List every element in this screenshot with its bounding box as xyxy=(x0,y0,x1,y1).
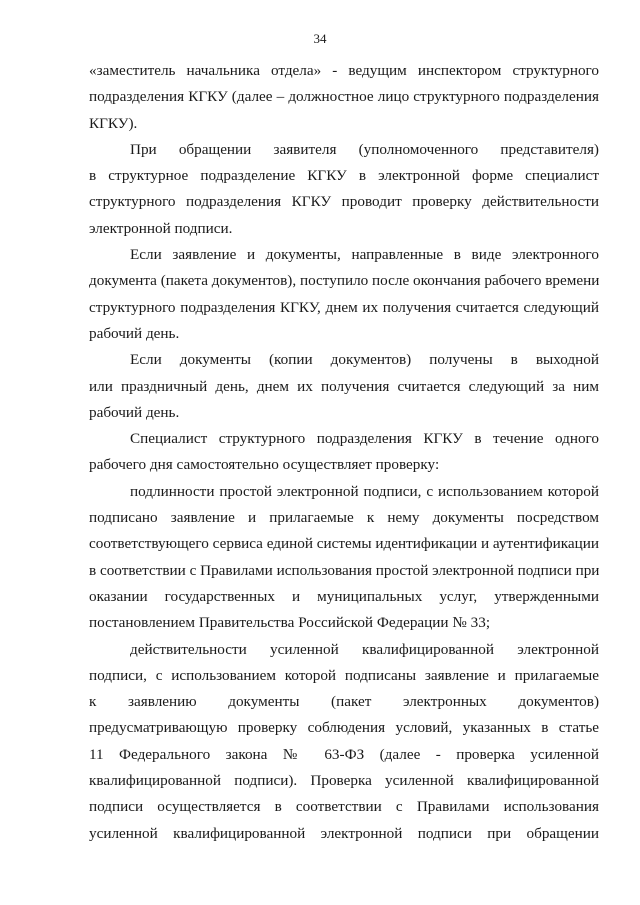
text-line: рабочий день. xyxy=(89,403,180,421)
text-line: подписи осуществляется в соответствии с Правилами использования xyxy=(89,798,599,816)
text-line: Если заявление и документы, направленные в виде электронного xyxy=(130,246,599,264)
paragraph-5 xyxy=(89,426,599,479)
text-line: КГКУ). xyxy=(89,114,138,132)
text-line: рабочего дня самостоятельно осуществляет проверку: xyxy=(89,456,440,474)
text-line: к заявлению документы (пакет электронных документов) xyxy=(89,693,599,711)
text-line: документа (пакета документов), поступило после окончания рабочего времени xyxy=(89,272,600,290)
text-line: или праздничный день, днем их получения считается следующий за ним xyxy=(89,377,599,395)
text-line: рабочий день. xyxy=(89,324,180,342)
page-number: 34 xyxy=(313,31,327,46)
text-line: оказании государственных и муниципальных услуг, утвержденными xyxy=(89,587,599,605)
text-line: электронной подписи. xyxy=(89,219,233,237)
text-line: При обращении заявителя (уполномоченного представителя) xyxy=(130,140,599,158)
text-line: структурного подразделения КГКУ проводит проверку действительности xyxy=(89,193,599,211)
document-body xyxy=(89,58,599,847)
text-line: подразделения КГКУ (далее – должностное лицо структурного подразделения xyxy=(89,88,599,106)
text-line: усиленной квалифицированной электронной подписи при обращении xyxy=(89,824,599,842)
paragraph-4 xyxy=(89,347,599,426)
text-line: подлинности простой электронной подписи, с использованием которой xyxy=(130,482,599,500)
paragraph-1 xyxy=(89,58,599,137)
text-line: Специалист структурного подразделения КГКУ в течение одного xyxy=(130,430,599,448)
paragraph-3 xyxy=(89,242,599,347)
text-line: квалифицированной подписи). Проверка усиленной квалифицированной xyxy=(89,772,599,790)
paragraph-2 xyxy=(89,137,599,242)
text-line: в структурное подразделение КГКУ в электронной форме специалист xyxy=(89,167,599,185)
text-line: 11 Федерального закона № 63-ФЗ (далее - проверка усиленной xyxy=(89,745,599,763)
text-line: «заместитель начальника отдела» - ведущим инспектором структурного xyxy=(89,62,599,79)
paragraph-7 xyxy=(89,637,599,847)
text-line: постановлением Правительства Российской Федерации № 33; xyxy=(89,614,491,632)
text-line: подписи, с использованием которой подписаны заявление и прилагаемые xyxy=(89,666,599,684)
text-line: структурного подразделения КГКУ, днем их получения считается следующий xyxy=(89,298,599,316)
text-line: предусматривающую проверку соблюдения условий, указанных в статье xyxy=(89,719,599,737)
text-line: в соответствии с Правилами использования простой электронной подписи при xyxy=(89,561,600,579)
text-line: действительности усиленной квалифицированной электронной xyxy=(130,640,599,658)
paragraph-6 xyxy=(89,479,599,637)
text-line: Если документы (копии документов) получены в выходной xyxy=(130,351,599,369)
text-line: соответствующего сервиса единой системы идентификации и аутентификации xyxy=(89,535,599,553)
text-line: подписано заявление и прилагаемые к нему документы посредством xyxy=(89,509,599,527)
